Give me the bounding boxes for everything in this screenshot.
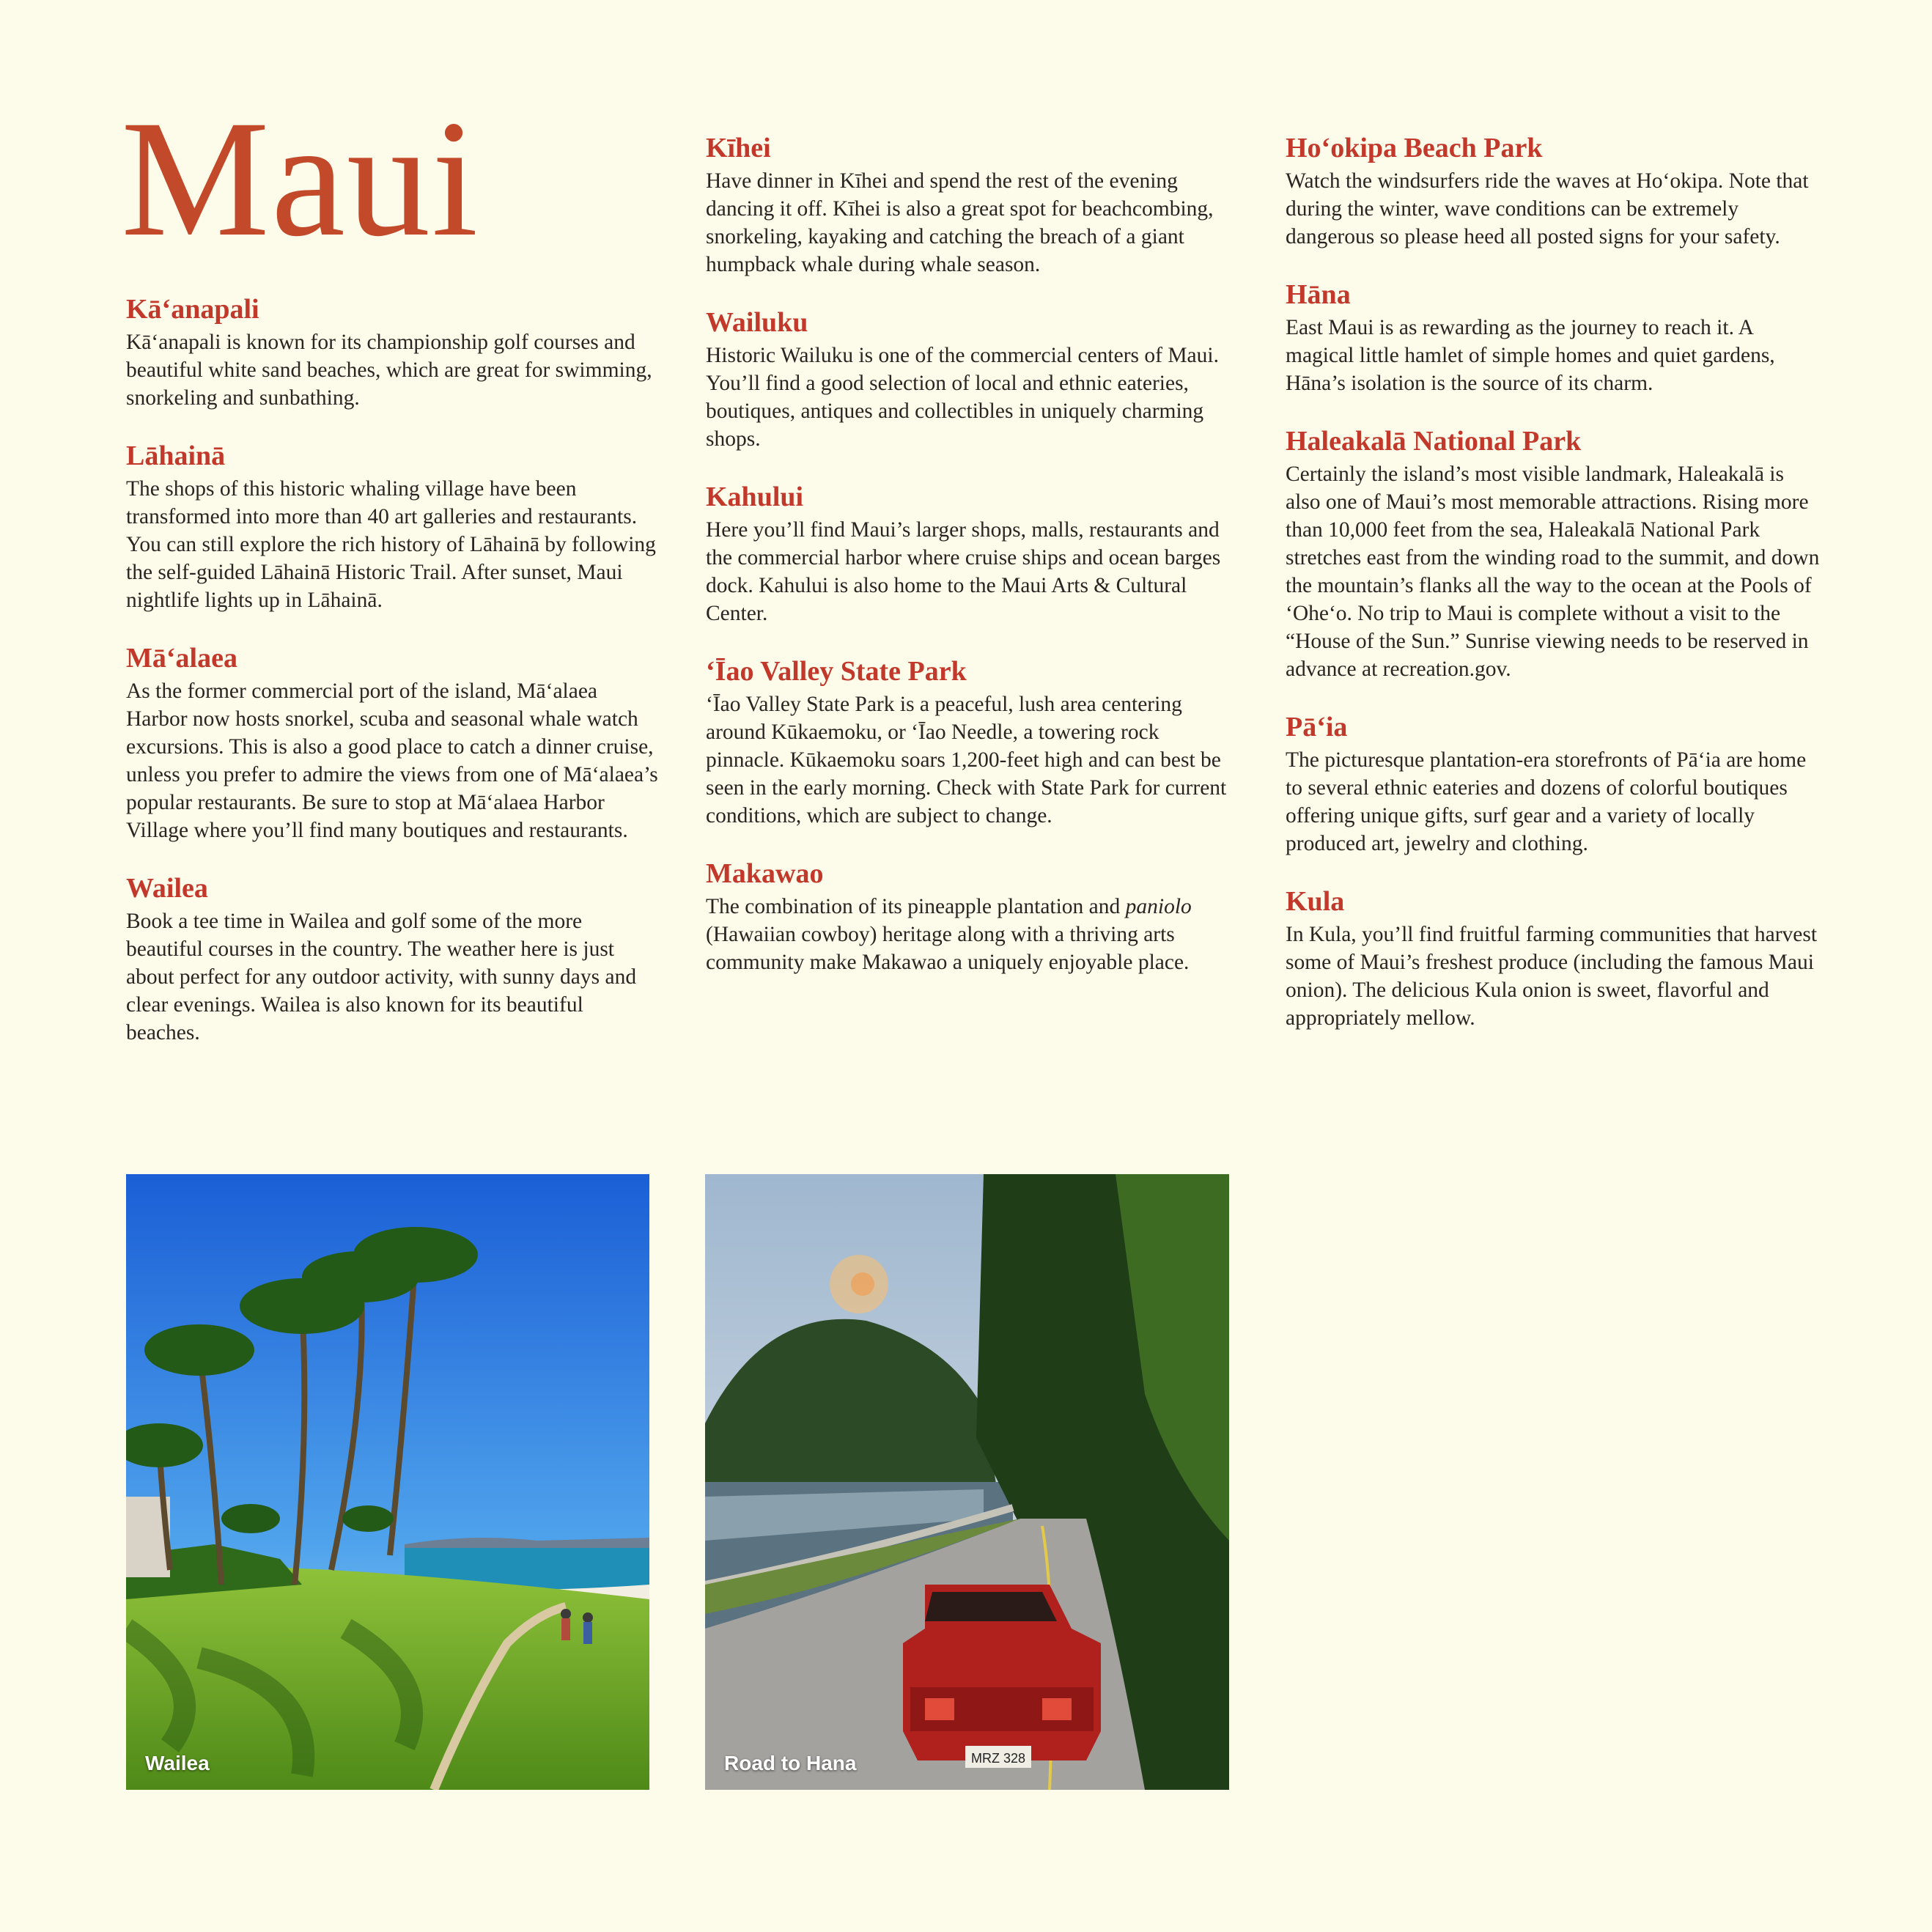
section-body: The shops of this historic whaling village have been transformed into more than 40 art galleries and restaurants. You can still explore the rich history of Lāhainā by following the self-guided Lāhainā Historic Trail. After sunset, Maui nightlife lights up in Lāhainā.: [126, 477, 656, 612]
section-body: Have dinner in Kīhei and spend the rest of the evening dancing it off. Kīhei is also a great spot for beachcombing, snorkeling, kayaking and catching the breach of a giant humpback whale during whale season.: [706, 169, 1214, 276]
section-body: ʻĪao Valley State Park is a peaceful, lush area centering around Kūkaemoku, or ʻĪao Needle, a towering rock pinnacle. Kūkaemoku soars 1,200-feet high and can best be seen in the early morning. Check with State Park for current conditions, which are subject to change.: [706, 693, 1227, 827]
section-maalaea: [126, 642, 661, 844]
photo-road-to-hana: [705, 1174, 1229, 1790]
section-heading: Makawao: [706, 858, 824, 889]
section-body: Here you’ll find Maui’s larger shops, malls, restaurants and the commercial harbor where cruise ships and ocean barges dock. Kahului is also home to the Maui Arts & Cultural Center.: [706, 518, 1221, 625]
page-title: Maui: [121, 86, 480, 271]
section-body: As the former commercial port of the island, Māʻalaea Harbor now hosts snorkel, scuba and seasonal whale watch excursions. This is also a good place to catch a dinner cruise, unless you prefer to admire the views from one of Māʻalaea’s popular restaurants. Be sure to stop at Māʻalaea Harbor Village where you’ll find many boutiques and restaurants.: [126, 679, 658, 842]
section-haleakala: [1286, 425, 1821, 683]
section-heading: ʻĪao Valley State Park: [706, 656, 967, 687]
photo-caption: Wailea: [145, 1752, 210, 1774]
section-body: Book a tee time in Wailea and golf some of the more beautiful courses in the country. The weather here is just about perfect for any outdoor activity, with sunny days and clear evenings. Wailea is also known for its beautiful beaches.: [126, 910, 637, 1044]
section-paia: [1286, 711, 1821, 858]
section-heading: Māʻalaea: [126, 643, 237, 674]
section-kihei: [706, 132, 1241, 279]
section-lahaina: [126, 440, 661, 614]
section-heading: Wailuku: [706, 307, 808, 338]
column-right: [1286, 132, 1821, 1060]
license-plate-text: MRZ 328: [970, 1751, 1026, 1766]
section-kahului: [706, 481, 1241, 627]
section-body: Historic Wailuku is one of the commercial centers of Maui. You’ll find a good selection of local and ethnic eateries, boutiques, antiques and collectibles in uniquely charming shops.: [706, 344, 1219, 451]
photo-wailea: [126, 1174, 649, 1790]
road-to-hana-illustration: [705, 1174, 1229, 1790]
section-body: East Maui is as rewarding as the journey to reach it. A magical little hamlet of simple homes and quiet gardens, Hāna’s isolation is the source of its charm.: [1286, 316, 1775, 395]
section-wailea: [126, 872, 661, 1047]
photo-caption: Road to Hana: [724, 1752, 857, 1774]
section-kula: [1286, 885, 1821, 1032]
body-text: (Hawaiian cowboy) heritage along with a thriving arts community make Makawao a uniquely enjoyable place.: [706, 923, 1190, 974]
column-middle: [706, 132, 1241, 1004]
section-body: Kāʻanapali is known for its championship golf courses and beautiful white sand beaches, which are great for swimming, snorkeling and sunbathing.: [126, 331, 652, 410]
section-kaanapali: [126, 293, 661, 412]
section-heading: Kāʻanapali: [126, 294, 259, 325]
section-heading: Hāna: [1286, 279, 1351, 310]
column-left: [126, 293, 661, 1074]
section-makawao: [706, 858, 1241, 976]
section-heading: Kīhei: [706, 133, 771, 163]
section-heading: Kula: [1286, 886, 1345, 917]
wailea-illustration: [126, 1174, 649, 1790]
section-hana: [1286, 279, 1821, 397]
section-body: Watch the windsurfers ride the waves at Hoʻokipa. Note that during the winter, wave conditions can be extremely dangerous so please heed all posted signs for your safety.: [1286, 169, 1809, 248]
section-body: The picturesque plantation-era storefronts of Pāʻia are home to several ethnic eateries and dozens of colorful boutiques offering unique gifts, surf gear and a variety of locally produced art, jewelry and clothing.: [1286, 748, 1807, 855]
section-hookipa: [1286, 132, 1821, 251]
section-body: In Kula, you’ll find fruitful farming communities that harvest some of Maui’s freshest produce (including the famous Maui onion). The delicious Kula onion is sweet, flavorful and appropriately mellow.: [1286, 923, 1818, 1030]
section-wailuku: [706, 306, 1241, 453]
section-heading: Haleakalā National Park: [1286, 426, 1582, 457]
section-heading: Kahului: [706, 482, 804, 512]
section-heading: Lāhainā: [126, 440, 226, 471]
section-heading: Wailea: [126, 873, 208, 904]
body-text: The combination of its pineapple plantation and: [706, 895, 1126, 918]
section-body: [706, 893, 1241, 976]
body-italic: paniolo: [1125, 895, 1192, 918]
section-iao-valley: [706, 655, 1241, 830]
section-heading: Pāʻia: [1286, 712, 1348, 742]
section-heading: Hoʻokipa Beach Park: [1286, 133, 1543, 163]
section-body: Certainly the island’s most visible landmark, Haleakalā is also one of Maui’s most memorable attractions. Rising more than 10,000 feet from the sea, Haleakalā National Park stretches east from the winding road to the summit, and down the mountain’s flanks all the way to the ocean at the Pools of ʻOheʻo. No trip to Maui is complete without a visit to the “House of the Sun.” Sunrise viewing needs to be reserved in advance at recreation.gov.: [1286, 462, 1820, 681]
